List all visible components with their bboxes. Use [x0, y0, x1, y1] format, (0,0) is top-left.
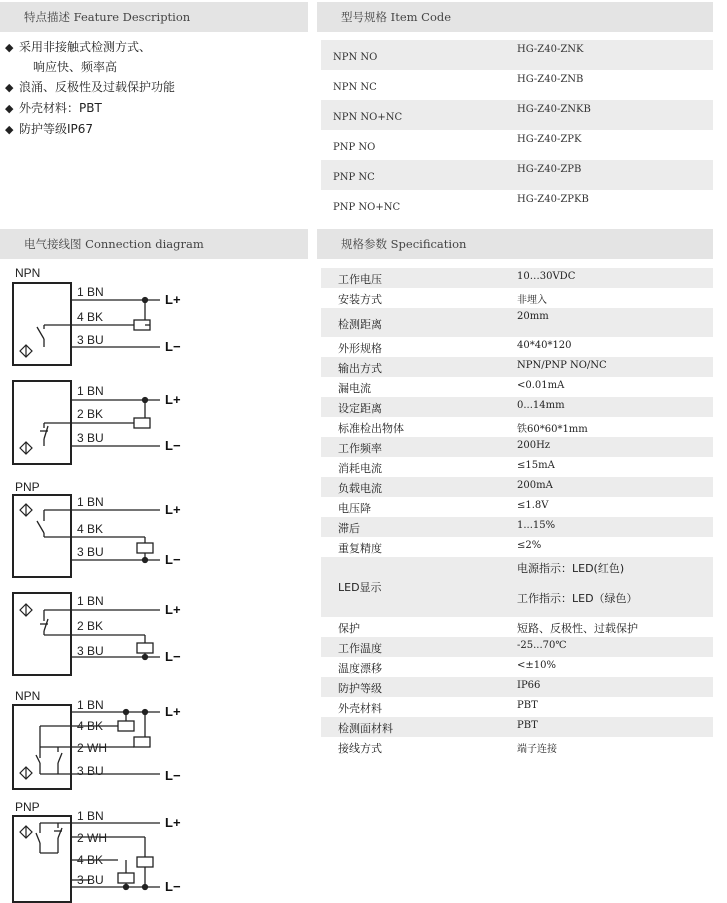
l-minus-label: L−: [165, 879, 181, 894]
feature-item: ◆ 防护等级IP67: [5, 122, 94, 136]
feature-header: 特点描述 Feature Description: [0, 2, 308, 32]
wire-label: 3 BU: [77, 545, 104, 559]
spec-row: 接线方式 端子连接: [338, 742, 557, 755]
wire-label: 4 BK: [77, 310, 104, 324]
wire-label: 3 BU: [77, 644, 104, 658]
l-minus-label: L−: [165, 768, 181, 783]
code-row: NPN NO HG-Z40-ZNK: [321, 40, 713, 70]
spec-row: 工作频率 200Hz: [321, 437, 713, 457]
connection-header: 电气接线图 Connection diagram: [0, 229, 308, 259]
diamond-bullet-icon: ◆: [5, 41, 14, 54]
spec-row: 工作电压 10…30VDC: [321, 268, 713, 288]
wire-label: 2 BK: [77, 407, 104, 421]
spec-row: 输出方式 NPN/PNP NO/NC: [321, 357, 713, 377]
wire-label: 1 BN: [77, 594, 104, 608]
sensor-face-icon: [20, 767, 32, 779]
spec-row: 负载电流 200mA: [321, 477, 713, 497]
l-plus-label: L+: [165, 392, 181, 407]
wire-label: 3 BU: [77, 333, 104, 347]
l-minus-label: L−: [165, 339, 181, 354]
pnp-label: PNP: [15, 480, 40, 494]
l-plus-label: L+: [165, 704, 181, 719]
spec-row: 标准检出物体 铁60*60*1mm: [338, 422, 588, 435]
sensor-face-icon: [20, 504, 32, 516]
wire-label: 1 BN: [77, 698, 104, 712]
code-row: PNP NC HG-Z40-ZPB: [321, 160, 713, 190]
l-minus-label: L−: [165, 438, 181, 453]
npn-label: NPN: [15, 266, 41, 280]
wire-label: 1 BN: [77, 384, 104, 398]
wire-label: 4 BK: [77, 853, 104, 867]
wire-label: 2 WH: [77, 741, 107, 755]
sensor-face-icon: [20, 826, 32, 838]
wire-label: 4 BK: [77, 719, 104, 733]
diamond-bullet-icon: ◆: [5, 102, 14, 115]
wire-label: 3 BU: [77, 764, 104, 778]
wire-label: 1 BN: [77, 285, 104, 299]
specification-header: 规格参数 Specification: [317, 229, 713, 259]
wire-label: 3 BU: [77, 431, 104, 445]
l-plus-label: L+: [165, 815, 181, 830]
diamond-bullet-icon: ◆: [5, 123, 14, 136]
sensor-face-icon: [20, 604, 32, 616]
spec-row: 外形规格 40*40*120: [338, 340, 572, 355]
l-minus-label: L−: [165, 552, 181, 567]
spec-row: 重复精度 ≤2%: [338, 540, 542, 555]
code-row: NPN NO+NC HG-Z40-ZNKB: [321, 100, 713, 130]
l-plus-label: L+: [165, 602, 181, 617]
spec-row: 外壳材料 PBT: [338, 700, 538, 715]
spec-row: 消耗电流 ≤15mA: [338, 460, 555, 475]
spec-row: 防护等级 IP66: [321, 677, 713, 697]
l-plus-label: L+: [165, 292, 181, 307]
spec-row: 设定距离 0...14mm: [321, 397, 713, 417]
feature-item: ◆ 浪涌、反极性及过载保护功能: [5, 80, 176, 94]
code-row: PNP NO+NC HG-Z40-ZPKB: [333, 194, 589, 213]
spec-row: 工作温度 -25...70℃: [321, 637, 713, 657]
feature-item: ◆ 外壳材料：PBT: [5, 101, 102, 115]
spec-row: 温度漂移 <±10%: [338, 660, 556, 675]
spec-row: 电压降 ≤1.8V: [338, 500, 549, 515]
code-row: PNP NO HG-Z40-ZPK: [333, 134, 582, 153]
sensor-face-icon: [20, 345, 32, 357]
feature-item: 响应快、频率高: [33, 60, 118, 74]
spec-row: 滞后 1...15%: [321, 517, 713, 537]
l-minus-label: L−: [165, 649, 181, 664]
wire-label: 4 BK: [77, 522, 104, 536]
spec-row: 检测距离 20mm: [321, 308, 713, 337]
connection-diagrams: [0, 253, 310, 903]
spec-row: 漏电流 <0.01mA: [338, 380, 565, 395]
item-code-header: 型号规格 Item Code: [317, 2, 713, 32]
spec-row: LED显示 电源指示：LED(红色) 工作指示：LED（绿色）: [321, 557, 713, 617]
wire-label: 2 WH: [77, 831, 107, 845]
pnp-label: PNP: [15, 800, 40, 814]
npn-label: NPN: [15, 689, 41, 703]
spec-row: 检测面材料 PBT: [321, 717, 713, 737]
spec-row: 安装方式 非埋入: [338, 293, 547, 306]
wire-label: 3 BU: [77, 873, 104, 887]
feature-item: ◆ 采用非接触式检测方式、: [5, 40, 152, 54]
wire-label: 2 BK: [77, 619, 104, 633]
sensor-face-icon: [20, 442, 32, 454]
code-row: NPN NC HG-Z40-ZNB: [333, 74, 584, 93]
spec-row: 保护 短路、反极性、过载保护: [338, 622, 638, 635]
l-plus-label: L+: [165, 502, 181, 517]
wire-label: 1 BN: [77, 809, 104, 823]
diamond-bullet-icon: ◆: [5, 81, 14, 94]
wire-label: 1 BN: [77, 495, 104, 509]
